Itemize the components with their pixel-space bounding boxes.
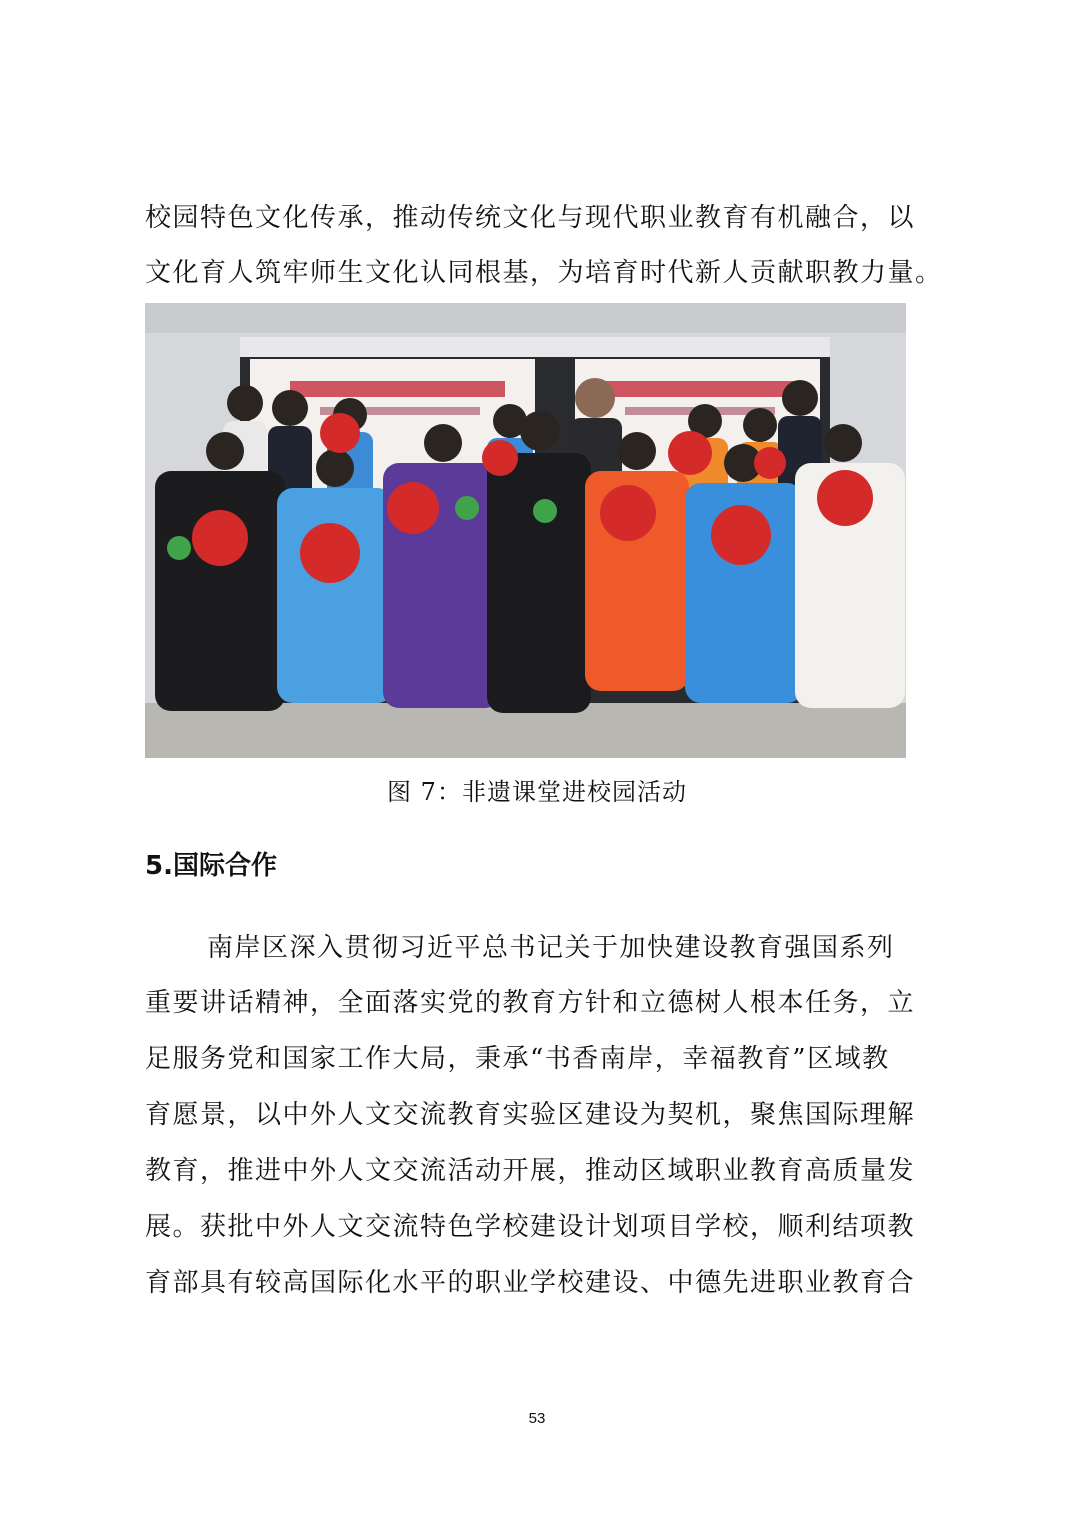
paragraph-line: 展。获批中外人文交流特色学校建设计划项目学校，顺利结项教 <box>145 1212 916 1242</box>
paragraph-line: 重要讲话精神，全面落实党的教育方针和立德树人根本任务，立 <box>145 988 916 1018</box>
section-heading: 5.国际合作 <box>145 851 277 881</box>
paragraph-line: 足服务党和国家工作大局，秉承“书香南岸，幸福教育”区域教 <box>145 1044 890 1074</box>
group-photo <box>145 303 906 758</box>
paragraph-line: 教育，推进中外人文交流活动开展，推动区域职业教育高质量发 <box>145 1156 916 1186</box>
paragraph-line: 校园特色文化传承，推动传统文化与现代职业教育有机融合，以 <box>145 203 916 233</box>
paragraph-line: 南岸区深入贯彻习近平总书记关于加快建设教育强国系列 <box>207 933 895 963</box>
paragraph-line: 育部具有较高国际化水平的职业学校建设、中德先进职业教育合 <box>145 1268 916 1298</box>
page-number: 53 <box>528 1410 546 1427</box>
paragraph-line: 文化育人筑牢师生文化认同根基，为培育时代新人贡献职教力量。 <box>145 258 943 288</box>
paragraph-line: 育愿景，以中外人文交流教育实验区建设为契机，聚焦国际理解 <box>145 1100 916 1130</box>
figure-caption: 图 7：非遗课堂进校园活动 <box>387 778 687 806</box>
